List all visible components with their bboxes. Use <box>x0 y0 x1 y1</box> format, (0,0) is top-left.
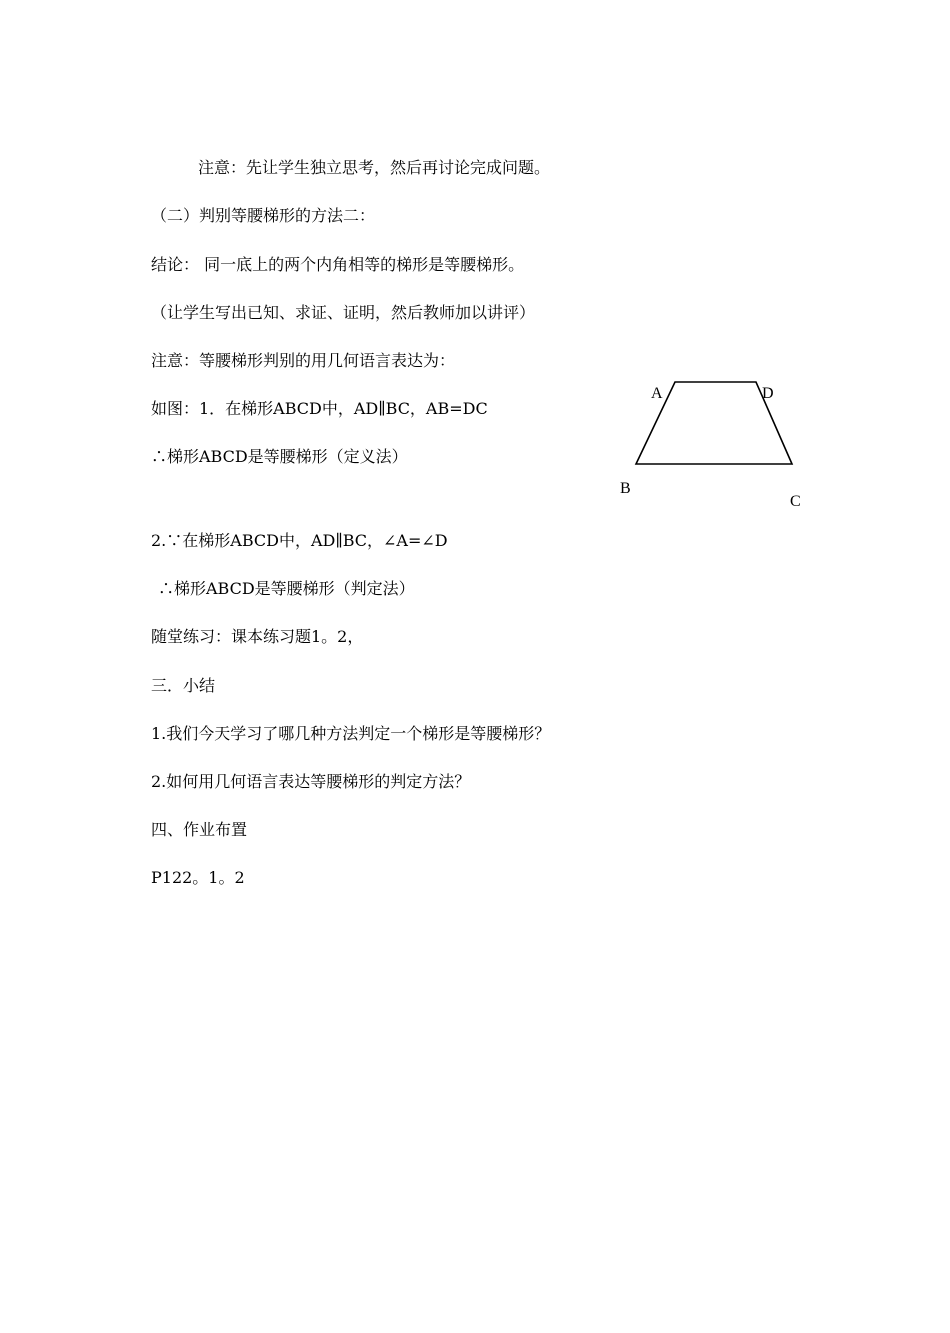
summary-question-1: 1.我们今天学习了哪几种方法判定一个梯形是等腰梯形？ <box>151 724 551 743</box>
vertex-label-d: D <box>762 385 774 402</box>
summary-heading: 三．小结 <box>151 676 216 695</box>
vertex-label-b: B <box>620 480 631 497</box>
example-2: 2.∵在梯形ABCD中，AD∥BC，∠A=∠D <box>151 531 448 550</box>
instruction-paragraph: （让学生写出已知、求证、证明，然后教师加以讲评） <box>151 303 536 322</box>
trapezoid-figure <box>600 370 830 520</box>
homework-heading: 四、作业布置 <box>151 820 248 839</box>
homework-paragraph: P122。1。2 <box>151 868 245 887</box>
vertex-label-c: C <box>790 493 801 510</box>
therefore-1: ∴梯形ABCD是等腰梯形（定义法） <box>151 447 408 466</box>
conclusion-paragraph: 结论： 同一底上的两个内角相等的梯形是等腰梯形。 <box>151 255 525 274</box>
vertex-label-a: A <box>651 385 663 402</box>
note-paragraph: 注意：先让学生独立思考，然后再讨论完成问题。 <box>198 158 551 177</box>
note-paragraph-2: 注意：等腰梯形判别的用几何语言表达为： <box>151 351 456 370</box>
practice-paragraph: 随堂练习：课本练习题1。2， <box>151 627 364 646</box>
therefore-2: ∴梯形ABCD是等腰梯形（判定法） <box>158 579 415 598</box>
example-1: 如图：1．在梯形ABCD中，AD∥BC，AB=DC <box>151 399 488 418</box>
section-heading: （二）判别等腰梯形的方法二： <box>151 206 376 225</box>
summary-question-2: 2.如何用几何语言表达等腰梯形的判定方法？ <box>151 772 471 791</box>
